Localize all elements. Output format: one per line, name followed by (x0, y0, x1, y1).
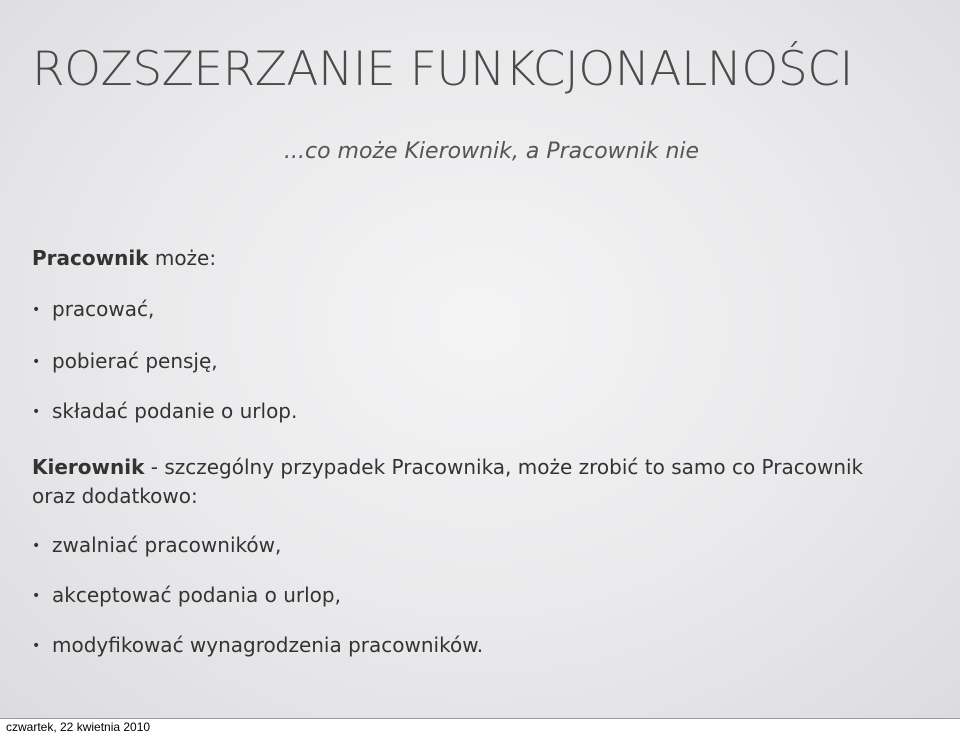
bullet-icon: • (32, 404, 41, 420)
worker-item (32, 299, 154, 319)
manager-item (32, 535, 281, 555)
bullet-icon: • (32, 588, 41, 604)
manager-name: Kierownik (32, 455, 145, 479)
worker-lead: może: (148, 246, 217, 270)
slide-title: ROZSZERZANIE FUNKCJONALNOŚCI (32, 42, 853, 97)
bullet-icon: • (32, 302, 41, 318)
footer (0, 718, 960, 734)
manager-paragraph (32, 453, 912, 511)
worker-item-text: składać podanie o urlop. (52, 399, 298, 423)
worker-item (32, 401, 297, 421)
worker-item-text: pracować, (52, 297, 155, 321)
worker-item (32, 351, 218, 371)
bullet-icon: • (32, 354, 41, 370)
slide-subtitle: ...co może Kierownik, a Pracownik nie (284, 139, 700, 164)
bullet-icon: • (32, 538, 41, 554)
bullet-icon: • (32, 638, 41, 654)
manager-item-text: modyfikować wynagrodzenia pracowników. (52, 633, 484, 657)
footer-date: czwartek, 22 kwietnia 2010 (6, 720, 151, 734)
worker-item-text: pobierać pensję, (52, 349, 218, 373)
manager-item (32, 635, 483, 655)
worker-heading (32, 248, 216, 268)
manager-item-text: zwalniać pracowników, (52, 533, 282, 557)
manager-description: - szczególny przypadek Pracownika, może zrobić to samo co Pracownik oraz dodatkowo: (32, 455, 864, 508)
manager-item-text: akceptować podania o urlop, (52, 583, 341, 607)
manager-item (32, 585, 341, 605)
worker-name: Pracownik (32, 246, 149, 270)
